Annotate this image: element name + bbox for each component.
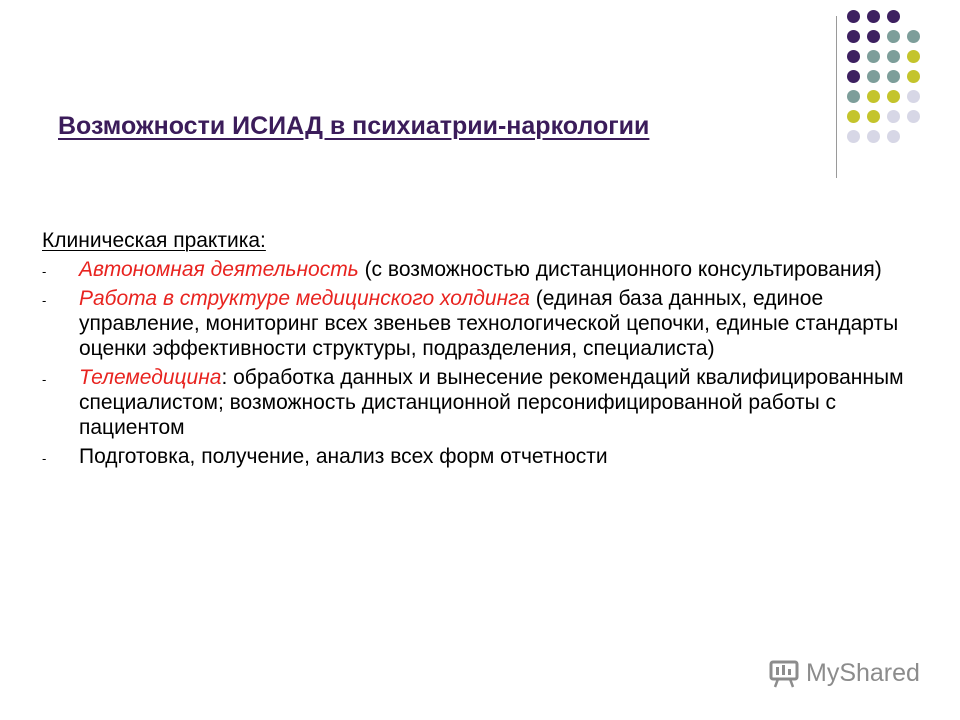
bullet-text	[79, 365, 922, 440]
bullet-text	[79, 257, 922, 282]
decorative-dot	[907, 50, 920, 63]
bullet-rest: : обработка данных и вынесение рекомендаций квалифицированным специалистом; возможность дистанционной персонифицированной работы с пациентом	[79, 366, 904, 439]
decorative-dot	[887, 10, 900, 23]
slide-content	[42, 228, 922, 473]
bullet-rest: (с возможностью дистанционного консультирования)	[358, 258, 882, 281]
decorative-dot	[847, 70, 860, 83]
watermark-text: MyShared	[806, 658, 920, 687]
bullet-emphasis: Работа в структуре медицинского холдинга	[79, 287, 530, 310]
decorative-dot	[867, 50, 880, 63]
decorative-dot	[867, 110, 880, 123]
decorative-dot	[887, 70, 900, 83]
decorative-dot	[847, 50, 860, 63]
presentation-board-icon	[768, 658, 802, 688]
decorative-dot	[847, 130, 860, 143]
watermark-logo	[768, 657, 920, 689]
bullet-marker: -	[42, 372, 47, 387]
decorative-dot	[847, 30, 860, 43]
bullet-emphasis: Автономная деятельность	[79, 258, 359, 281]
decorative-dot	[847, 110, 860, 123]
decorative-dot	[887, 30, 900, 43]
bullet-item	[42, 444, 922, 469]
bullet-item	[42, 286, 922, 361]
slide-title: Возможности ИСИАД в психиатрии-наркологии	[58, 112, 650, 140]
bullet-rest: (единая база данных, единое управление, мониторинг всех звеньев технологической цепочки, единые стандарты оценки эффективности структуры, подразделения, специалиста)	[79, 287, 899, 360]
decorative-dot	[907, 30, 920, 43]
decorative-dot	[887, 130, 900, 143]
decorative-dot	[907, 70, 920, 83]
bullet-text	[79, 444, 922, 469]
decorative-dot	[887, 110, 900, 123]
decorative-dot	[887, 90, 900, 103]
decorative-dot	[867, 90, 880, 103]
decorative-dot	[907, 90, 920, 103]
bullet-text	[79, 286, 922, 361]
decorative-dot	[867, 10, 880, 23]
bullet-rest: Подготовка, получение, анализ всех форм отчетности	[79, 445, 608, 468]
decorative-dot	[887, 50, 900, 63]
decorative-dot	[867, 70, 880, 83]
bullet-item	[42, 365, 922, 440]
section-subheading: Клиническая практика:	[42, 229, 266, 252]
bullet-emphasis: Телемедицина	[79, 366, 222, 389]
bullet-item	[42, 257, 922, 282]
decorative-dot	[847, 90, 860, 103]
decorative-dot-grid	[847, 10, 947, 160]
bullet-marker: -	[42, 264, 47, 279]
title-divider	[836, 16, 837, 178]
decorative-dot	[867, 130, 880, 143]
bullet-marker: -	[42, 451, 47, 466]
decorative-dot	[907, 110, 920, 123]
decorative-dot	[847, 10, 860, 23]
bullet-marker: -	[42, 293, 47, 308]
decorative-dot	[867, 30, 880, 43]
